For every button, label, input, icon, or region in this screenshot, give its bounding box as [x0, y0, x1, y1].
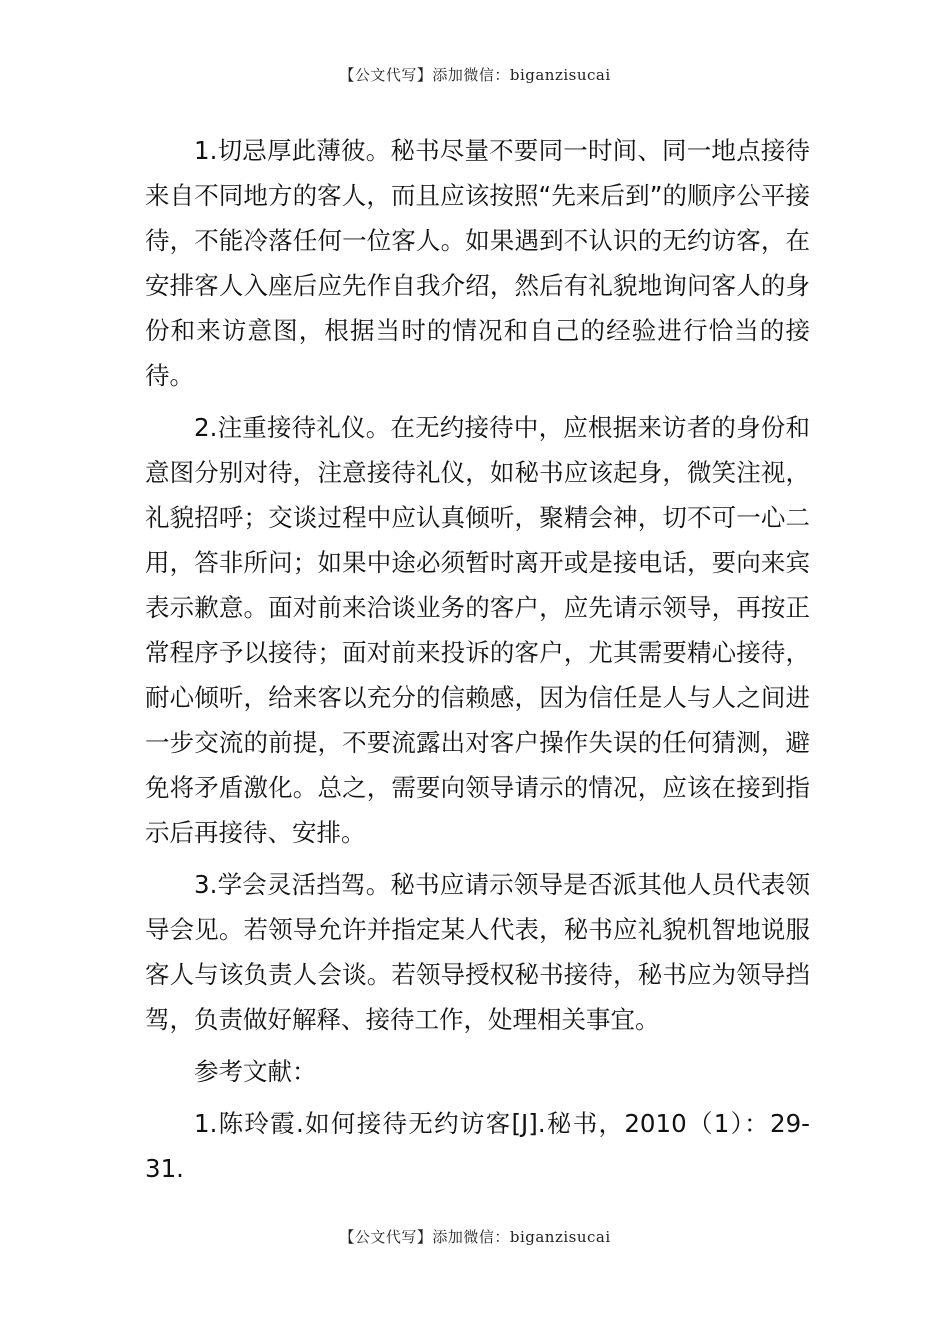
paragraph-2: 2.注重接待礼仪。在无约接待中，应根据来访者的身份和意图分别对待，注意接待礼仪，如秘书应该起身，微笑注视，礼貌招呼；交谈过程中应认真倾听，聚精会神，切不可一心二用，答非所问；如果中途必须暂时离开或是接电话，要向来宾表示歉意。面对前来洽谈业务的客户，应先请示领导，再按正常程序予以接待；面对前来投诉的客户，尤其需要精心接待，耐心倾听，给来客以充分的信赖感，因为信任是人与人之间进一步交流的前提，不要流露出对客户操作失误的任何猜测，避免将矛盾激化。总之，需要向领导请示的情况，应该在接到指示后再接待、安排。	[145, 413, 810, 847]
references-heading: 参考文献：	[194, 1057, 317, 1086]
reference-item-1: 1.陈玲霞.如何接待无约访客[J].秘书，2010（1）：29-31.	[145, 1109, 810, 1183]
paragraph-3: 3.学会灵活挡驾。秘书应请示领导是否派其他人员代表领导会见。若领导允许并指定某人代表，秘书应礼貌机智地说服客人与该负责人会谈。若领导授权秘书接待，秘书应为领导挡驾，负责做好解释、接待工作，处理相关事宜。	[145, 870, 810, 1034]
paragraph-1: 1.切忌厚此薄彼。秘书尽量不要同一时间、同一地点接待来自不同地方的客人，而且应该按照“先来后到”的顺序公平接待，不能冷落任何一位客人。如果遇到不认识的无约访客，在安排客人入座后应先作自我介绍，然后有礼貌地询问客人的身份和来访意图，根据当时的情况和自己的经验进行恰当的接待。	[145, 136, 810, 390]
page-header-watermark: 【公文代写】添加微信：biganzisucai	[339, 66, 611, 84]
page-footer-watermark: 【公文代写】添加微信：biganzisucai	[339, 1228, 611, 1246]
document-body	[145, 128, 810, 1191]
